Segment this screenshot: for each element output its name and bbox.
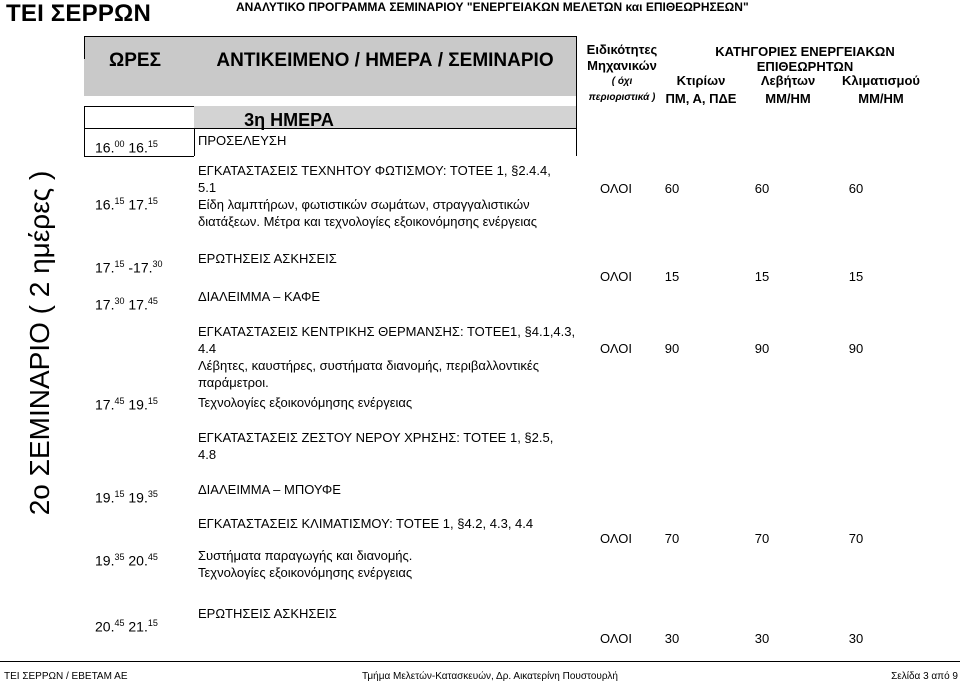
time-end-hour: 17. (128, 196, 148, 213)
footer-divider (0, 661, 960, 662)
ac-hours: 90 (848, 341, 864, 356)
buildings-header-sub: ΠΜ, Α, ΠΔΕ (665, 91, 737, 106)
subject-line: ΕΓΚΑΤΑΣΤΑΣΕΙΣ ΚΕΝΤΡΙΚΗΣ ΘΕΡΜΑΝΣΗΣ: ΤΟΤΕΕ1, §4.1,4.3, (198, 324, 576, 339)
time-end-min: 15 (147, 139, 158, 149)
subject-line: Λέβητες, καυστήρες, συστήματα διανομής, περιβαλλοντικές (198, 358, 539, 373)
left-border-day (84, 106, 85, 156)
boilers-hours: 70 (754, 531, 770, 546)
time-end-min: 15 (147, 396, 158, 406)
footer-center: Τμήμα Μελετών-Κατασκευών, Δρ. Αικατερίνη Πουστουρλή (362, 671, 618, 682)
time-start-hour: 17. (95, 396, 115, 413)
time-end-min: 30 (152, 259, 163, 269)
time-end-hour: 20. (128, 552, 148, 569)
specialties-column-header (580, 42, 664, 106)
time-start-min: 45 (114, 618, 125, 628)
spec-value: ΟΛΟΙ (600, 531, 633, 546)
subject-line: ΕΓΚΑΤΑΣΤΑΣΕΙΣ ΖΕΣΤΟΥ ΝΕΡΟΥ ΧΡΗΣΗΣ: ΤΟΤΕΕ 1, §2.5, (198, 430, 554, 445)
subject-line: διατάξεων. Μέτρα και τεχνολογίες εξοικονόμησης ενέργειας (198, 214, 538, 229)
time-slot (95, 552, 190, 569)
time-end-hour: -17. (128, 259, 153, 276)
boilers-hours: 30 (754, 631, 770, 646)
ac-column-header (836, 72, 926, 108)
time-start-hour: 16. (95, 139, 115, 156)
boilers-header-label: Λεβήτων (760, 73, 816, 88)
spec-header-line3: ( όχι (611, 76, 633, 87)
time-start-min: 15 (114, 196, 125, 206)
subject-questions: ΕΡΩΤΗΣΕΙΣ ΑΣΚΗΣΕΙΣ (198, 251, 337, 266)
boilers-hours: 60 (754, 181, 770, 196)
seminar-side-label (0, 108, 80, 578)
time-start-hour: 16. (95, 196, 115, 213)
buildings-hours: 90 (664, 341, 680, 356)
spec-header-line2: Μηχανικών (587, 58, 657, 73)
time-slot (95, 139, 190, 156)
time-start-min: 15 (114, 489, 125, 499)
time-slot (95, 196, 190, 213)
time-end-min: 15 (147, 196, 158, 206)
subject-hot-water (198, 429, 578, 463)
subject-line: 5.1 (198, 180, 217, 195)
categories-column-header: ΚΑΤΗΓΟΡΙΕΣ ΕΝΕΡΓΕΙΑΚΩΝ ΕΠΙΘΕΩΡΗΤΩΝ (715, 44, 895, 74)
time-end-hour: 21. (128, 618, 148, 635)
time-slot (95, 296, 190, 313)
subject-line: Τεχνολογίες εξοικονόμησης ενέργειας (198, 565, 413, 580)
time-start-min: 35 (114, 552, 125, 562)
boilers-hours: 90 (754, 341, 770, 356)
document-title: ΑΝΑΛΥΤΙΚΟ ΠΡΟΓΡΑΜΜΑ ΣΕΜΙΝΑΡΙΟΥ "ΕΝΕΡΓΕΙΑΚΩΝ ΜΕΛΕΤΩΝ και ΕΠΙΘΕΩΡΗΣΕΩΝ" (236, 0, 749, 14)
spec-header-line4: περιοριστικά ) (588, 92, 656, 103)
hours-column-header: ΩΡΕΣ (109, 50, 161, 71)
buildings-hours: 60 (664, 181, 680, 196)
time-end-hour: 19. (128, 489, 148, 506)
boilers-column-header (743, 72, 833, 108)
arrival-row-border (84, 156, 194, 157)
ac-hours: 30 (848, 631, 864, 646)
organization-title: ΤΕΙ ΣΕΡΡΩΝ (6, 0, 152, 27)
ac-header-sub: ΜΜ/ΗΜ (858, 91, 904, 106)
left-border-top (84, 36, 85, 59)
ac-hours: 60 (848, 181, 864, 196)
boilers-header-sub: ΜΜ/ΗΜ (765, 91, 811, 106)
ac-hours: 70 (848, 531, 864, 546)
spec-value: ΟΛΟΙ (600, 631, 633, 646)
time-end-min: 45 (147, 296, 158, 306)
spec-value: ΟΛΟΙ (600, 181, 633, 196)
spec-header-line1: Ειδικότητες (586, 42, 658, 57)
subject-line: 4.8 (198, 447, 217, 462)
spec-value: ΟΛΟΙ (600, 341, 633, 356)
subject-lighting (198, 162, 578, 230)
footer-left: ΤΕΙ ΣΕΡΡΩΝ / ΕΒΕΤΑΜ ΑΕ (4, 671, 128, 682)
subject-line: ΕΓΚΑΤΑΣΤΑΣΕΙΣ ΤΕΧΝΗΤΟΥ ΦΩΤΙΣΜΟΥ: ΤΟΤΕΕ 1, §2.4.4, (198, 163, 551, 178)
time-slot (95, 489, 190, 506)
buildings-header-label: Κτιρίων (676, 73, 726, 88)
time-start-min: 45 (114, 396, 125, 406)
subject-arrival: ΠΡΟΣΕΛΕΥΣΗ (198, 133, 287, 148)
subject-line: Συστήματα παραγωγής και διανομής. (198, 548, 413, 563)
time-slot (95, 259, 190, 276)
time-start-hour: 19. (95, 489, 115, 506)
time-end-min: 35 (147, 489, 158, 499)
time-end-hour: 17. (128, 296, 148, 313)
time-start-hour: 19. (95, 552, 115, 569)
subject-questions: ΕΡΩΤΗΣΕΙΣ ΑΣΚΗΣΕΙΣ (198, 606, 337, 621)
time-end-hour: 19. (128, 396, 148, 413)
time-end-min: 15 (147, 618, 158, 628)
time-start-min: 15 (114, 259, 125, 269)
seminar-side-label-text: 2ο ΣΕΜΙΝΑΡΙΟ ( 2 ημέρες ) (24, 170, 55, 516)
time-start-hour: 17. (95, 296, 115, 313)
time-slot (95, 396, 190, 413)
subject-line: παράμετροι. (198, 375, 269, 390)
spec-value: ΟΛΟΙ (600, 269, 633, 284)
time-slot (95, 618, 190, 635)
subject-line: ΕΓΚΑΤΑΣΤΑΣΕΙΣ ΚΛΙΜΑΤΙΣΜΟΥ: ΤΟΤΕΕ 1, §4.2, 4.3, 4.4 (198, 516, 534, 531)
subject-air-conditioning (198, 515, 578, 581)
subject-column-header: ΑΝΤΙΚΕΙΜΕΝΟ / ΗΜΕΡΑ / ΣΕΜΙΝΑΡΙΟ (216, 50, 554, 71)
day-title: 3η ΗΜΕΡΑ (244, 110, 334, 130)
header-top-border (84, 36, 576, 37)
subject-line: 4.4 (198, 341, 217, 356)
boilers-hours: 15 (754, 269, 770, 284)
subject-buffet-break: ΔΙΑΛΕΙΜΜΑ – ΜΠΟΥΦΕ (198, 482, 341, 497)
time-end-hour: 16. (128, 139, 148, 156)
buildings-hours: 30 (664, 631, 680, 646)
time-start-hour: 20. (95, 618, 115, 635)
subject-line: Είδη λαμπτήρων, φωτιστικών σωμάτων, στραγγαλιστικών (198, 197, 530, 212)
buildings-hours: 70 (664, 531, 680, 546)
subject-line: Τεχνολογίες εξοικονόμησης ενέργειας (198, 395, 413, 410)
footer-page-number: Σελίδα 3 από 9 (891, 671, 958, 682)
ac-hours: 15 (848, 269, 864, 284)
time-end-min: 45 (147, 552, 158, 562)
ac-header-label: Κλιματισμού (842, 73, 920, 88)
subject-coffee-break: ΔΙΑΛΕΙΜΜΑ – ΚΑΦΕ (198, 289, 321, 304)
subject-heating (198, 323, 578, 411)
time-start-min: 30 (114, 296, 125, 306)
buildings-hours: 15 (664, 269, 680, 284)
time-start-hour: 17. (95, 259, 115, 276)
time-start-min: 00 (114, 139, 125, 149)
buildings-column-header (656, 72, 746, 108)
